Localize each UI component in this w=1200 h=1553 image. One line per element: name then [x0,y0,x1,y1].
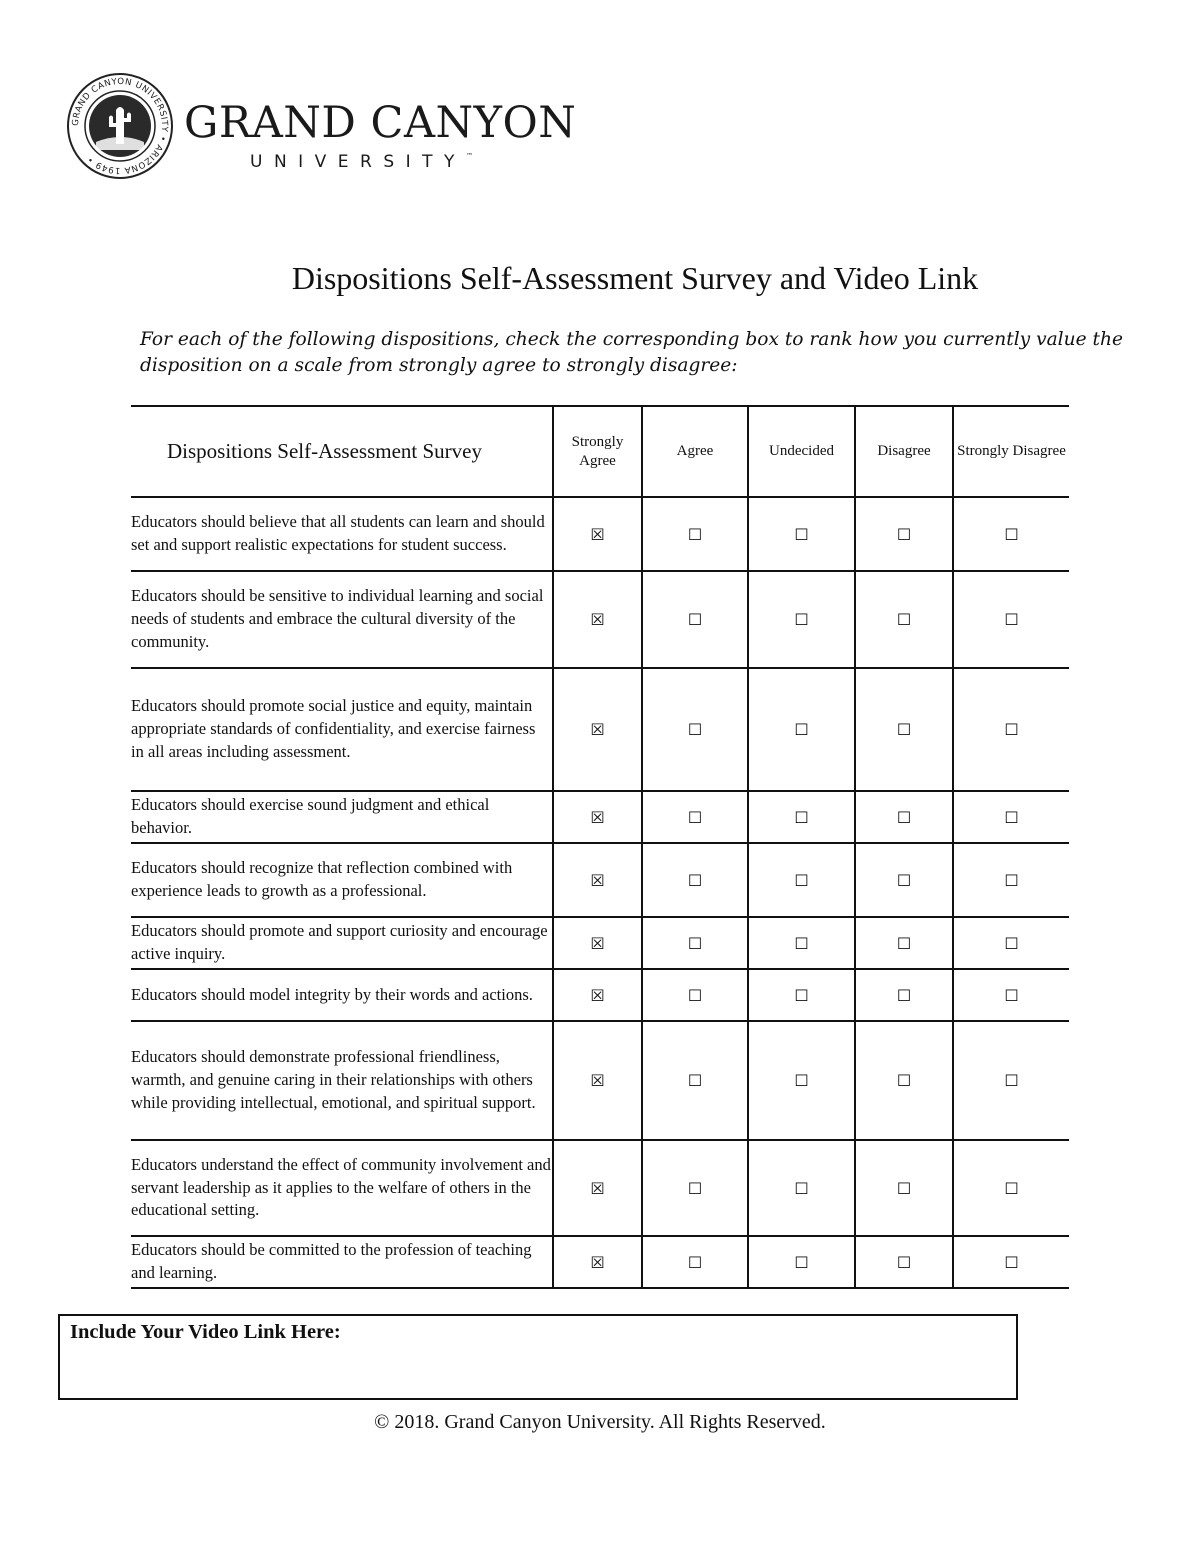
checkbox-undecided[interactable]: ☐ [748,571,855,668]
checkbox-undecided[interactable]: ☐ [748,791,855,843]
checkbox-disagree[interactable]: ☐ [855,668,953,791]
column-header-undecided: Undecided [748,406,855,497]
checkbox-strongly-disagree[interactable]: ☐ [953,917,1069,969]
checkbox-undecided[interactable]: ☐ [748,843,855,917]
checkbox-strongly-agree[interactable]: ☒ [553,571,642,668]
checkbox-agree[interactable]: ☐ [642,791,748,843]
checkbox-undecided[interactable]: ☐ [748,1021,855,1140]
column-header-strongly-disagree: Strongly Disagree [953,406,1069,497]
checkbox-disagree[interactable]: ☐ [855,969,953,1021]
table-row [131,1140,1069,1236]
table-row [131,497,1069,571]
checkbox-strongly-disagree[interactable]: ☐ [953,969,1069,1021]
table-row [131,791,1069,843]
checkbox-disagree[interactable]: ☐ [855,843,953,917]
table-row [131,969,1069,1021]
checkbox-disagree[interactable]: ☐ [855,791,953,843]
video-link-box[interactable] [58,1314,1018,1400]
checkbox-strongly-disagree[interactable]: ☐ [953,497,1069,571]
column-header-agree: Agree [642,406,748,497]
checkbox-strongly-agree[interactable]: ☒ [553,917,642,969]
university-logo [66,72,577,182]
table-row [131,571,1069,668]
checkbox-undecided[interactable]: ☐ [748,969,855,1021]
checkbox-strongly-disagree[interactable]: ☐ [953,1140,1069,1236]
checkbox-disagree[interactable]: ☐ [855,1140,953,1236]
checkbox-undecided[interactable]: ☐ [748,668,855,791]
checkbox-strongly-disagree[interactable]: ☐ [953,843,1069,917]
disposition-statement: Educators should promote and support curiosity and encourage active inquiry. [131,917,553,969]
brand-subtitle: UNIVERSITY™ [250,152,473,172]
checkbox-undecided[interactable]: ☐ [748,1140,855,1236]
column-header-strongly-agree: Strongly Agree [553,406,642,497]
checkbox-disagree[interactable]: ☐ [855,571,953,668]
column-header-disagree: Disagree [855,406,953,497]
checkbox-agree[interactable]: ☐ [642,917,748,969]
checkbox-strongly-agree[interactable]: ☒ [553,1140,642,1236]
table-row [131,1236,1069,1288]
checkbox-disagree[interactable]: ☐ [855,1021,953,1140]
checkbox-strongly-agree[interactable]: ☒ [553,1021,642,1140]
disposition-statement: Educators should be committed to the profession of teaching and learning. [131,1236,553,1288]
disposition-statement: Educators should be sensitive to individual learning and social needs of students and embrace the cultural diversity of the community. [131,571,553,668]
brand-name: GRAND CANYON [184,98,577,148]
disposition-statement: Educators should believe that all students can learn and should set and support realistic expectations for student success. [131,497,553,571]
checkbox-undecided[interactable]: ☐ [748,917,855,969]
checkbox-strongly-disagree[interactable]: ☐ [953,791,1069,843]
table-row [131,1021,1069,1140]
table-row [131,668,1069,791]
checkbox-strongly-disagree[interactable]: ☐ [953,1021,1069,1140]
page-title: Dispositions Self-Assessment Survey and Video Link [291,260,979,296]
disposition-statement: Educators should model integrity by their words and actions. [131,969,553,1021]
table-header-row [131,406,1069,497]
checkbox-strongly-agree[interactable]: ☒ [553,791,642,843]
checkbox-strongly-agree[interactable]: ☒ [553,843,642,917]
checkbox-strongly-agree[interactable]: ☒ [553,668,642,791]
disposition-statement: Educators understand the effect of community involvement and servant leadership as it applies to the welfare of others in the educational setting. [131,1140,553,1236]
checkbox-strongly-agree[interactable]: ☒ [553,969,642,1021]
checkbox-undecided[interactable]: ☐ [748,497,855,571]
disposition-statement: Educators should demonstrate professional friendliness, warmth, and genuine caring in their relationships with others while providing intellectual, emotional, and spiritual support. [131,1021,553,1140]
university-seal-icon [66,72,174,180]
checkbox-strongly-agree[interactable]: ☒ [553,1236,642,1288]
video-link-label: Include Your Video Link Here: [70,1321,341,1343]
checkbox-disagree[interactable]: ☐ [855,1236,953,1288]
checkbox-agree[interactable]: ☐ [642,497,748,571]
checkbox-agree[interactable]: ☐ [642,843,748,917]
checkbox-agree[interactable]: ☐ [642,1021,748,1140]
checkbox-agree[interactable]: ☐ [642,969,748,1021]
dispositions-survey-table [131,405,1069,1289]
checkbox-strongly-disagree[interactable]: ☐ [953,1236,1069,1288]
disposition-statement: Educators should exercise sound judgment and ethical behavior. [131,791,553,843]
checkbox-disagree[interactable]: ☐ [855,497,953,571]
checkbox-agree[interactable]: ☐ [642,1140,748,1236]
disposition-statement: Educators should recognize that reflection combined with experience leads to growth as a professional. [131,843,553,917]
checkbox-disagree[interactable]: ☐ [855,917,953,969]
copyright-footer: © 2018. Grand Canyon University. All Rights Reserved. [374,1411,826,1433]
table-row [131,917,1069,969]
checkbox-agree[interactable]: ☐ [642,1236,748,1288]
checkbox-strongly-agree[interactable]: ☒ [553,497,642,571]
disposition-statement: Educators should promote social justice and equity, maintain appropriate standards of confidentiality, and exercise fairness in all areas including assessment. [131,668,553,791]
column-header-disposition: Dispositions Self-Assessment Survey [131,406,553,497]
checkbox-strongly-disagree[interactable]: ☐ [953,571,1069,668]
checkbox-agree[interactable]: ☐ [642,571,748,668]
instructions: For each of the following dispositions, check the corresponding box to rank how you currently value the disposition on a scale from strongly agree to strongly disagree: [140,329,1123,376]
checkbox-undecided[interactable]: ☐ [748,1236,855,1288]
checkbox-strongly-disagree[interactable]: ☐ [953,668,1069,791]
svg-text:GRAND CANYON UNIVERSITY • ARIZ: GRAND CANYON UNIVERSITY • ARIZONA 1949 • [70,76,170,176]
table-row [131,843,1069,917]
checkbox-agree[interactable]: ☐ [642,668,748,791]
